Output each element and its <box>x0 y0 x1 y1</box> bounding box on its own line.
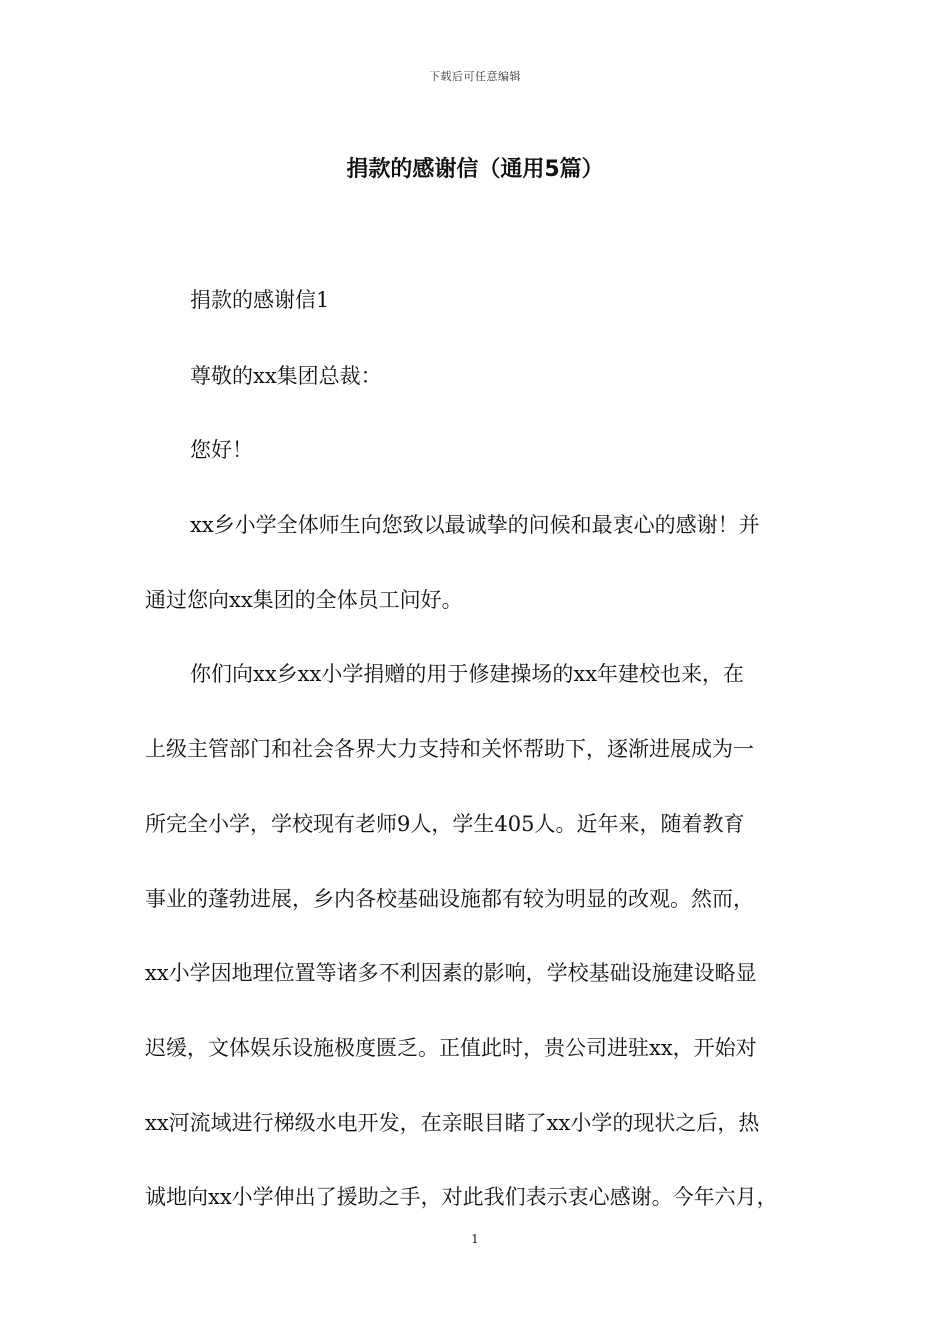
greeting: 您好！ <box>190 438 253 462</box>
body-line: 所完全小学，学校现有老师9人，学生405人。近年来，随着教育 <box>145 812 745 836</box>
section-heading: 捐款的感谢信1 <box>190 288 330 312</box>
body-line: 事业的蓬勃进展，乡内各校基础设施都有较为明显的改观。然而， <box>145 887 754 911</box>
body-line: 上级主管部门和社会各界大力支持和关怀帮助下，逐渐进展成为一 <box>145 737 754 761</box>
page-header-note: 下载后可任意编辑 <box>429 70 521 83</box>
body-line: 迟缓，文体娱乐设施极度匮乏。正值此时，贵公司进驻xx，开始对 <box>145 1036 757 1060</box>
body-line: 通过您向xx集团的全体员工问好。 <box>145 588 463 612</box>
body-line: 诚地向xx小学伸出了援助之手，对此我们表示衷心感谢。今年六月， <box>145 1185 778 1209</box>
body-line: xx乡小学全体师生向您致以最诚挚的问候和最衷心的感谢！并 <box>190 513 760 537</box>
document-title: 捐款的感谢信（通用5篇） <box>346 157 604 182</box>
body-line: xx河流域进行梯级水电开发，在亲眼目睹了xx小学的现状之后，热 <box>145 1111 760 1135</box>
body-line: 你们向xx乡xx小学捐赠的用于修建操场的xx年建校也来，在 <box>190 662 745 686</box>
page-number: 1 <box>471 1232 479 1246</box>
salutation: 尊敬的xx集团总裁： <box>190 364 382 388</box>
body-line: xx小学因地理位置等诸多不利因素的影响，学校基础设施建设略显 <box>145 961 757 985</box>
